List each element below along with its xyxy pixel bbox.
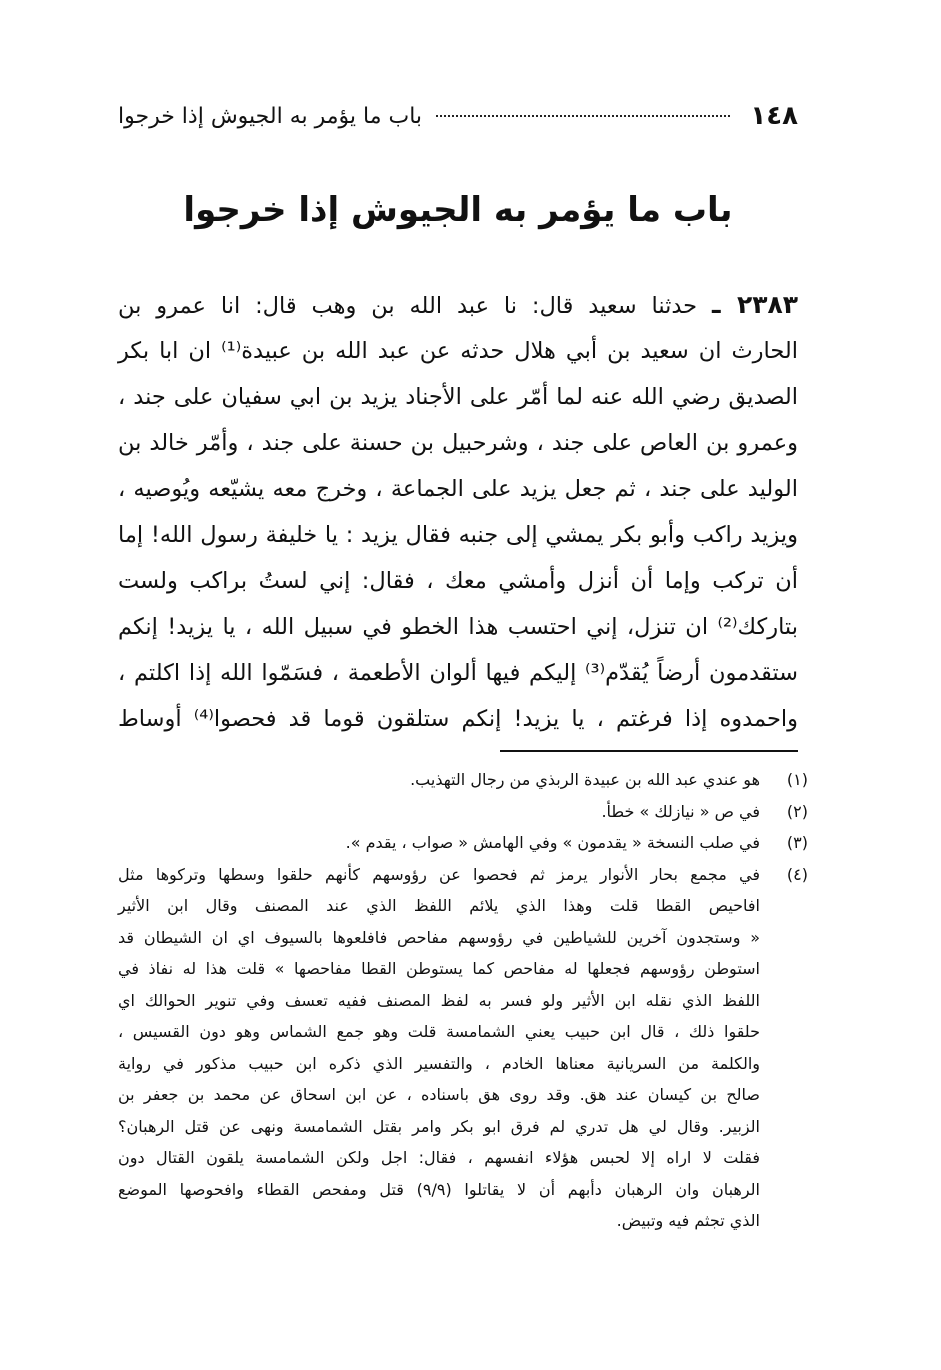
hadith-line: الحارث ان سعيد بن أبي هلال حدثه عن عبد الله بن عبيدة⁽¹⁾ ان ابا بكر [118, 338, 798, 364]
footnote-body [118, 764, 760, 796]
footnotes [118, 764, 808, 1237]
footnote-line: اللفظ الذي نقله ابن الأثير ولو فسر به لفظ المصنف ففيه تعسف وفي تنوير الحوالك اي [118, 990, 760, 1010]
footnote [118, 859, 808, 1237]
footnote [118, 796, 808, 828]
hadith-number: ٢٣٨٣ ـ [711, 290, 799, 319]
footnote-line: افاحيص القطا قلت وهذا الذي يلائم اللفظ الذي عند المصنف وقال ابن الأثير [118, 896, 760, 915]
chapter-title: باب ما يؤمر به الجيوش إذا خرجوا [183, 190, 733, 230]
footnote-body [118, 827, 760, 859]
footnote-line: حلقوا ذلك ، قال ابن حبيب يعني الشمامسة قلت وهو جمع الشماس وهو دون القسيس ، [118, 1022, 760, 1041]
footnote-line: الزبير. وقال لي هل تدري لم فرق ابو بكر وامر بقتل الشمامسة ونهى عن قتل الرهبان؟ [118, 1116, 760, 1136]
hadith-line: ستقدمون أرضاً يُقدّم⁽³⁾ إليكم فيها ألوان الأطعمة ، فسَمّوا الله إذا اكلتم ، [118, 660, 798, 686]
footnote-body [118, 859, 760, 1237]
footnote-line: صالح بن كيسان عند هق. وقد روى هق باسناده ، عن ابن اسحاق عن محمد بن جعفر بن [118, 1085, 760, 1104]
running-header-title: باب ما يؤمر به الجيوش إذا خرجوا [118, 103, 423, 129]
hadith-line: الصديق رضي الله عنه لما أمّر على الأجناد يزيد بن ابي سفيان على جند ، [118, 384, 798, 410]
hadith-line: ويزيد راكب وأبو بكر يمشي إلى جنبه فقال يزيد : يا خليفة رسول الله! إما [118, 522, 798, 548]
running-header [118, 96, 798, 136]
footnote-line: الذي تجثم فيه وتبيض. [616, 1211, 760, 1230]
footnote-marker: (٤) [786, 864, 808, 884]
footnote-marker: (٢) [786, 801, 808, 821]
footnote-separator [500, 750, 798, 752]
hadith-line: واحمدوه إذا فرغتم ، يا يزيد! إنكم ستلقون قوما قد فحصوا⁽⁴⁾ أوساط [118, 706, 799, 732]
page-number: ١٤٨ [750, 101, 798, 131]
hadith-line: بتاركك⁽²⁾ ان تنزل، إني احتسب هذا الخطو في سبيل الله ، يا يزيد! إنكم [118, 614, 798, 640]
footnote-line: استوطن رؤوسهم فجعلها له مفاحص كما يستوطن القطا مفاحصها » قلت هذا له نفاذ في [118, 959, 760, 978]
footnote [118, 764, 808, 796]
footnote-line: فقلت لا اراه إلا لحبس هؤلاء انفسهم ، فقال: اجل ولكن الشمامسة يلقون القتال دون [118, 1148, 760, 1167]
footnote-line: هو عندي عبد الله بن عبيدة الربذي من رجال التهذيب. [410, 770, 760, 789]
footnote-line: والكلمة من السريانية معناها الخادم ، والتفسير الذي ذكره ابن حبيب مذكور في رواية [118, 1053, 760, 1073]
footnote-line: في مجمع بحار الأنوار يرمز ثم فحصوا عن رؤوسهم كأنهم حلقوا وسطها وتركوها مثل [118, 864, 760, 884]
hadith-line: وعمرو بن العاص على جند ، وشرحبيل بن حسنة على جند ، وأمّر خالد بن [118, 430, 798, 456]
footnote-line: « وستجدون آخرين للشياطين في رؤوسهم مفاحص فافلعوها بالسيوف اي ان الشيطان قد [118, 927, 760, 947]
footnote-line: في ص « نيازلك » خطأ. [601, 801, 760, 821]
footnote-body [118, 796, 760, 828]
header-leader-dots [436, 115, 730, 117]
hadith-text [118, 282, 798, 742]
footnote-marker: (١) [786, 770, 808, 789]
hadith-line-text: حدثنا سعيد قال: نا عبد الله بن وهب قال: انا عمرو بن [118, 293, 698, 319]
footnote [118, 827, 808, 859]
hadith-line: أن تركب وإما أن أنزل وأمشي معك ، فقال: إني لستُ براكب ولست [118, 568, 798, 594]
footnote-line: في صلب النسخة « يقدمون » وفي الهامش « صواب ، يقدم ». [345, 833, 760, 852]
footnote-line: الرهبان وان الرهبان دأبهم أن لا يقاتلوا (٩/٩) قتل ومفحص القطاء وافحوصها الموضع [118, 1179, 761, 1199]
hadith-line: الوليد على جند ، ثم جعل يزيد على الجماعة ، وخرج معه يشيّعه ويُوصيه ، [118, 476, 798, 502]
footnote-marker: (٣) [786, 833, 808, 852]
hadith-line [118, 282, 798, 328]
